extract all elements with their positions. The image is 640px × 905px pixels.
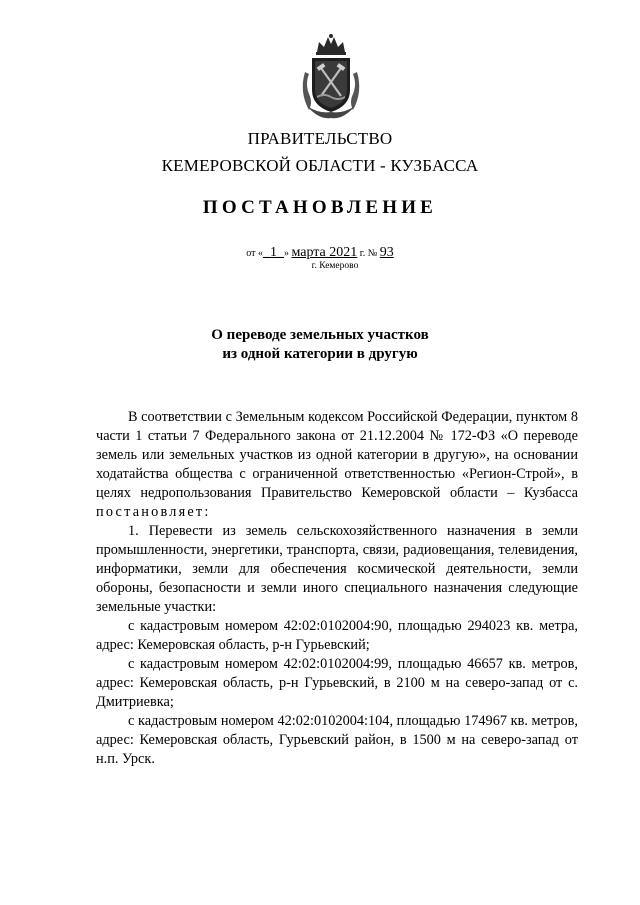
date-mid: » xyxy=(283,248,292,259)
date-suffix: г. № xyxy=(357,248,380,259)
resolves-word: постановляет: xyxy=(96,504,211,520)
subject-line-2: из одной категории в другую xyxy=(222,346,418,362)
body-paragraph: 1. Перевести из земель сельскохозяйственного назначения в земли промышленности, энергетики, транспорта, связи, радиовещания, телевидения, информатики, земли для обеспечения космической деятельности, земли обороны, безопасности и земли иного специального назначения следующие земельные участки: xyxy=(96,523,578,615)
date-number-line xyxy=(0,245,640,261)
coat-of-arms-icon xyxy=(295,32,367,122)
subject-line-1: О переводе земельных участков xyxy=(211,327,429,343)
body-paragraph: с кадастровым номером 42:02:0102004:99, площадью 46657 кв. метров, адрес: Кемеровская область, р-н Гурьевский, в 2100 м на северо-запад от с. Дмитриевка; xyxy=(96,656,578,710)
body-paragraph: с кадастровым номером 42:02:0102004:90, площадью 294023 кв. метра, адрес: Кемеровская область, р-н Гурьевский; xyxy=(96,618,578,653)
body-paragraph xyxy=(96,408,578,522)
date-day: _1_ xyxy=(262,245,284,260)
paragraph-text: В соответствии с Земельным кодексом Российской Федерации, пунктом 8 части 1 статьи 7 Федерального закона от 21.12.2004 № 172-ФЗ «О переводе земель или земельных участков из одной категории в другую», на основании ходатайства общества с ограниченной ответственностью «Регион-Строй», в целях недропользования Правительство Кемеровской области – Кузбасса xyxy=(96,409,578,501)
document-number: 93 xyxy=(379,245,394,260)
region-title: КЕМЕРОВСКОЙ ОБЛАСТИ - КУЗБАССА xyxy=(161,156,479,175)
document-body xyxy=(96,408,578,769)
government-title: ПРАВИТЕЛЬСТВО xyxy=(247,129,393,148)
body-paragraph: с кадастровым номером 42:02:0102004:104, площадью 174967 кв. метров, адрес: Кемеровская область, Гурьевский район, в 1500 м на северо-запад от н.п. Урск. xyxy=(96,713,578,767)
document-type: ПОСТАНОВЛЕНИЕ xyxy=(202,197,438,218)
city-name: г. Кемерово xyxy=(311,261,359,271)
date-month-year: марта 2021 xyxy=(291,245,358,260)
date-prefix: от « xyxy=(246,248,263,259)
